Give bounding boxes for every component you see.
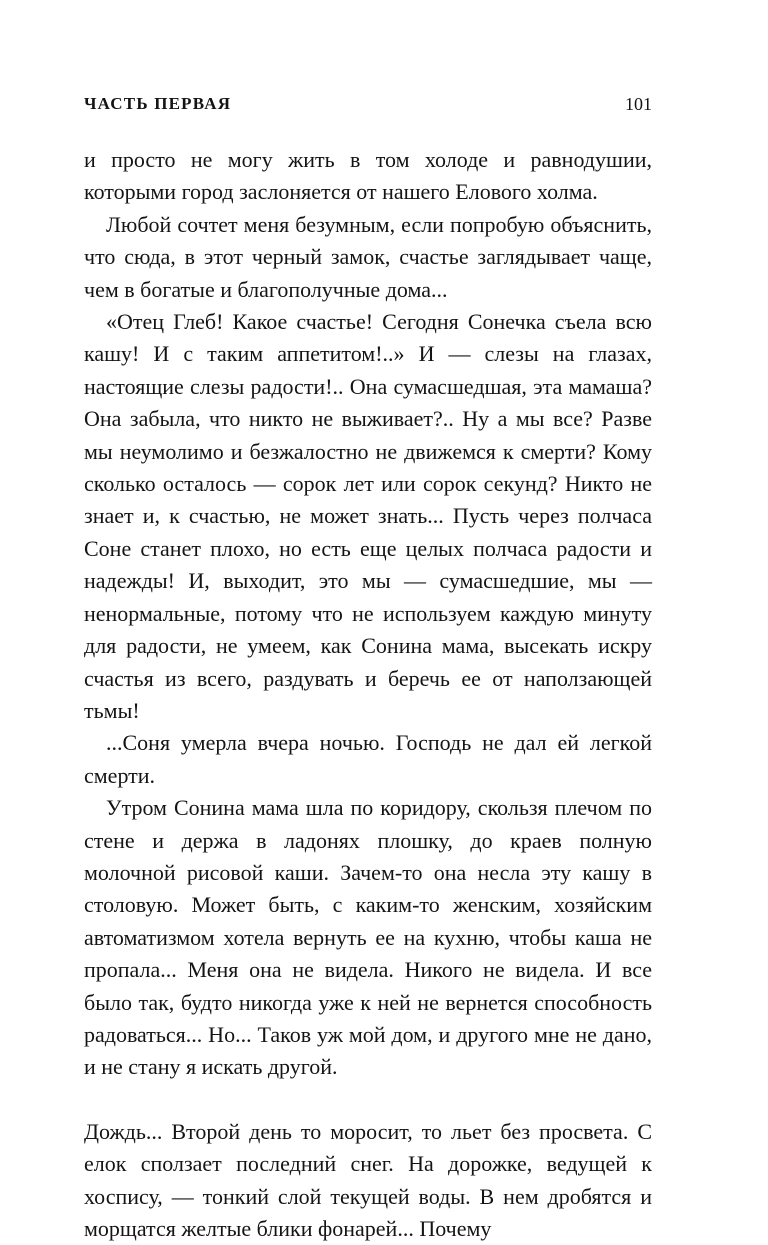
paragraph: и просто не могу жить в том холоде и равнодушии, которыми город заслоняется от нашего Елового холма. xyxy=(84,147,652,205)
paragraph: ...Соня умерла вчера ночью. Господь не дал ей легкой смерти. xyxy=(84,730,652,788)
running-title: ЧАСТЬ ПЕРВАЯ xyxy=(84,94,232,113)
page-header xyxy=(84,94,652,118)
paragraph: Дождь... Второй день то моросит, то льет без просвета. С елок сползает последний снег. На дорожке, ведущей к хоспису, — тонкий слой текущей воды. В нем дробятся и морщатся желтые блики фонарей... Почему xyxy=(84,1118,652,1241)
paragraph: «Отец Глеб! Какое счастье! Сегодня Сонечка съела всю кашу! И с таким аппетитом!..» И — слезы на глазах, настоящие слезы радости!.. Она сумасшедшая, эта мамаша? Она забыла, что никто не выживает?.. Ну а мы все? Разве мы неумолимо и безжалостно не движемся к смерти? Кому сколько осталось — сорок лет или сорок секунд? Никто не знает и, к счастью, не может знать... Пусть через полчаса Соне станет плохо, но есть еще целых полчаса радости и надежды! И, выходит, это мы — сумасшедшие, мы — ненормальные, потому что не используем каждую минуту для радости, не умеем, как Сонина мама, высекать искру счастья из всего, раздувать и беречь ее от наползающей тьмы! xyxy=(84,309,652,723)
body-text xyxy=(84,144,652,1245)
page-number: 101 xyxy=(625,94,652,114)
paragraph: Любой сочтет меня безумным, если попробую объяснить, что сюда, в этот черный замок, счастье заглядывает чаще, чем в богатые и благополучные дома... xyxy=(84,211,652,302)
paragraph: Утром Сонина мама шла по коридору, скользя плечом по стене и держа в ладонях плошку, до краев полную молочной рисовой каши. Зачем-то она несла эту кашу в столовую. Может быть, с каким-то женским, хозяйским автоматизмом хотела вернуть ее на кухню, чтобы каша не пропала... Меня она не видела. Никого не видела. И все было так, будто никогда уже к ней не вернется способность радоваться... Но... Таков уж мой дом, и другого мне не дано, и не стану я искать другой. xyxy=(84,795,652,1080)
